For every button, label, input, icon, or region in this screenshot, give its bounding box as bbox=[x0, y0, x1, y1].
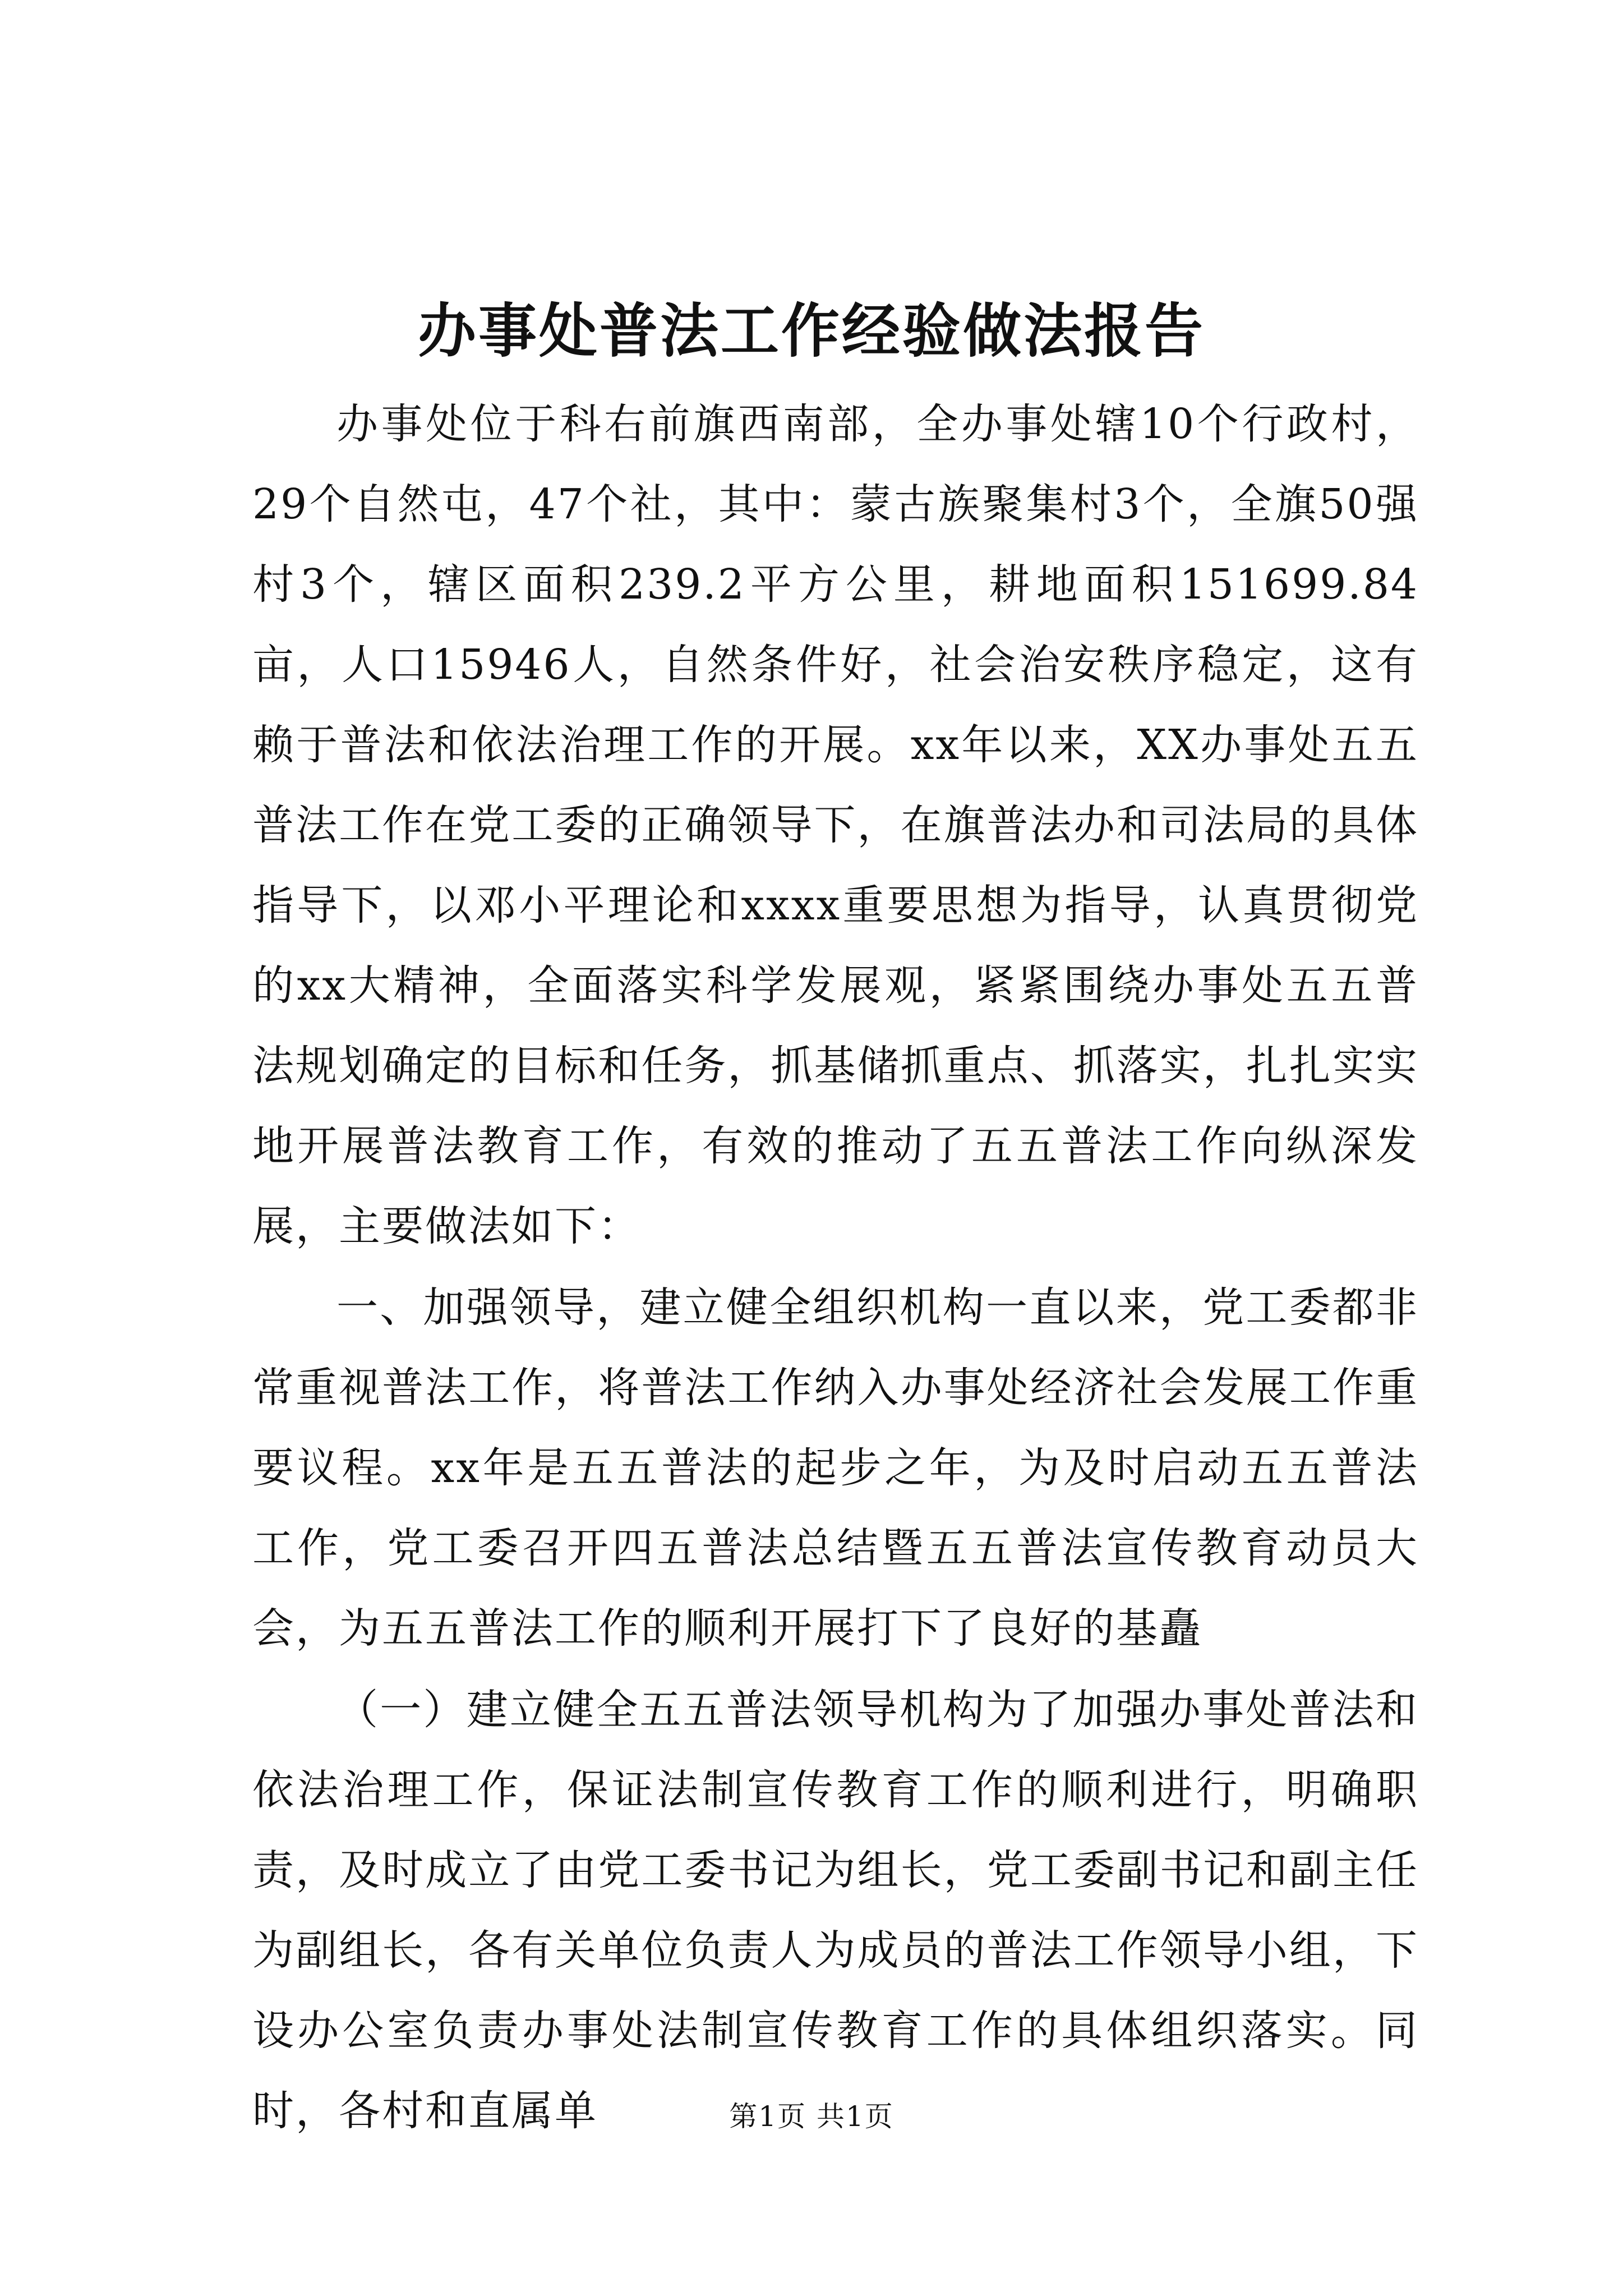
document-body bbox=[252, 384, 1419, 2151]
paragraph-section-one: 一、加强领导，建立健全组织机构一直以来，党工委都非常重视普法工作，将普法工作纳入办事处经济社会发展工作重要议程。xx年是五五普法的起步之年，为及时启动五五普法工作，党工委召开四五普法总结暨五五普法宣传教育动员大会，为五五普法工作的顺利开展打下了良好的基矗 bbox=[252, 1283, 1419, 1653]
document-title: 办事处普法工作经验做法报告 bbox=[417, 296, 1205, 365]
page-footer: 第1页 共1页 bbox=[729, 2100, 894, 2133]
paragraph-subsection-one: （一）建立健全五五普法领导机构为了加强办事处普法和依法治理工作，保证法制宣传教育工作的顺利进行，明确职责，及时成立了由党工委书记为组长，党工委副书记和副主任为副组长，各有关单位负责人为成员的普法工作领导小组，下设办公室负责办事处法制宣传教育工作的具体组织落实。同时，各村和直属单 bbox=[252, 1686, 1419, 2135]
paragraph-intro: 办事处位于科右前旗西南部，全办事处辖10个行政村，29个自然屯，47个社，其中：蒙古族聚集村3个，全旗50强村3个，辖区面积239.2平方公里，耕地面积151699.84亩，人口15946人，自然条件好，社会治安秩序稳定，这有赖于普法和依法治理工作的开展。xx年以来，XX办事处五五普法工作在党工委的正确领导下，在旗普法办和司法局的具体指导下，以邓小平理论和xxxx重要思想为指导，认真贯彻党的xx大精神，全面落实科学发展观，紧紧围绕办事处五五普法规划确定的目标和任务，抓基储抓重点、抓落实，扎扎实实地开展普法教育工作，有效的推动了五五普法工作向纵深发展，主要做法如下： bbox=[252, 400, 1419, 1250]
